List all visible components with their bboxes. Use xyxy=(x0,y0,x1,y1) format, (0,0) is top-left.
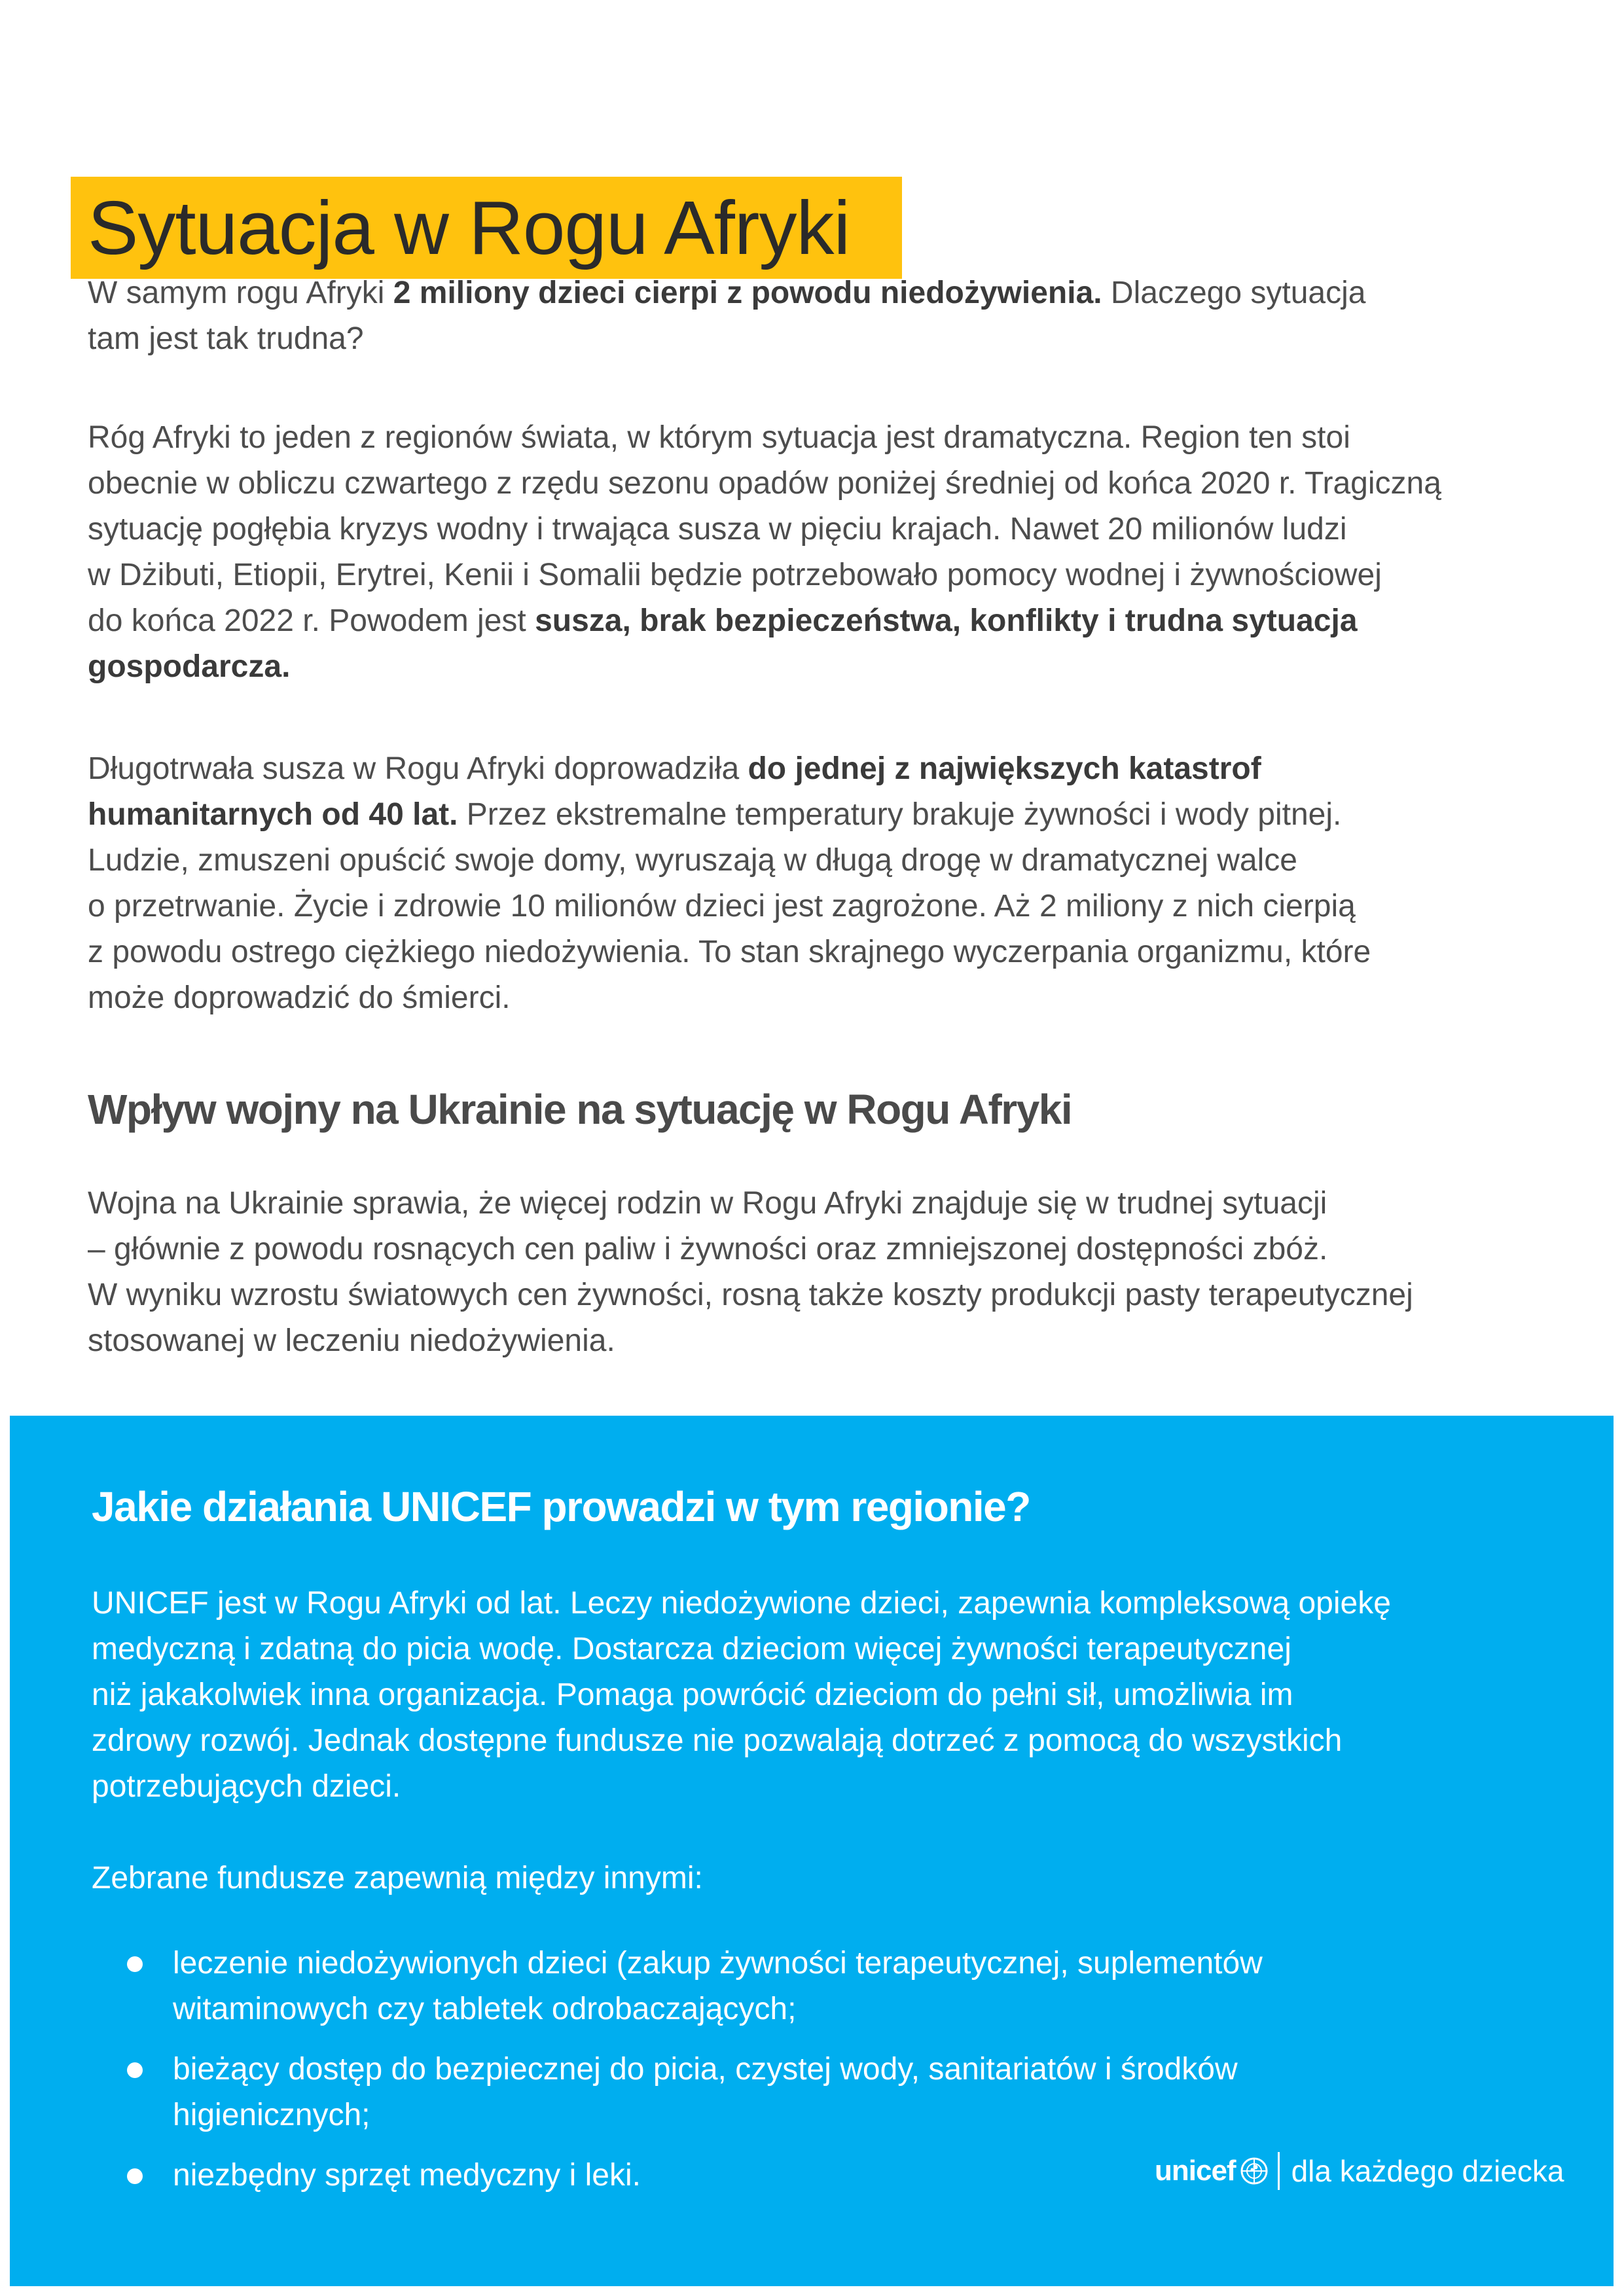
unicef-action-paragraph xyxy=(92,1581,1545,1810)
para2-line-2: obecnie w obliczu czwartego z rzędu sezonu opadów poniżej średniej od końca 2020 r. Tragiczną xyxy=(88,466,1441,501)
list-item xyxy=(92,2047,1532,2138)
unicef-tagline: dla każdego dziecka xyxy=(1291,2154,1564,2188)
horn-situation-paragraph xyxy=(88,415,1541,690)
unicef-wordmark: unicef xyxy=(1155,2155,1236,2187)
intro-text-tail: Dlaczego sytuacja xyxy=(1102,276,1366,310)
ukraine-war-paragraph xyxy=(88,1181,1541,1364)
list-item xyxy=(92,1941,1532,2032)
section2-line-3: W wyniku wzrostu światowych cen żywności, rosną także koszty produkcji pasty terapeutycznej xyxy=(88,1278,1413,1312)
para3-emphasis-end: humanitarnych od 40 lat. xyxy=(88,797,458,832)
para3-line-2 xyxy=(88,792,1541,838)
unicef-line-3: niż jakakolwiek inna organizacja. Pomaga powrócić dzieciom do pełni sił, umożliwia im xyxy=(92,1677,1293,1712)
para2-emphasis: susza, brak bezpieczeństwa, konflikty i trudna sytuacja xyxy=(535,603,1358,638)
bullet-dot-icon xyxy=(127,1956,143,1972)
para2-line-6 xyxy=(88,644,1541,690)
page-title: Sytuacja w Rogu Afryki xyxy=(71,177,902,279)
unicef-action-heading: Jakie działania UNICEF prowadzi w tym regionie? xyxy=(92,1483,1030,1530)
ukraine-war-heading: Wpływ wojny na Ukrainie na sytuację w Rogu Afryki xyxy=(88,1086,1072,1133)
section2-line-2: – głównie z powodu rosnących cen paliw i żywności oraz zmniejszonej dostępności zbóż. xyxy=(88,1232,1328,1266)
funds-intro-line: Zebrane fundusze zapewnią między innymi: xyxy=(92,1861,703,1895)
list-item-line-1: leczenie niedożywionych dzieci (zakup żywności terapeutycznej, suplementów xyxy=(173,1946,1263,1981)
unicef-line-4: zdrowy rozwój. Jednak dostępne fundusze nie pozwalają dotrzeć z pomocą do wszystkich xyxy=(92,1723,1343,1758)
unicef-line-2: medyczną i zdatną do picia wodę. Dostarcza dzieciom więcej żywności terapeutycznej xyxy=(92,1632,1291,1666)
intro-emphasis: 2 miliony dzieci cierpi z powodu niedożywienia. xyxy=(393,276,1102,310)
para3-text-tail: Przez ekstremalne temperatury brakuje żywności i wody pitnej. xyxy=(458,797,1342,832)
drought-paragraph xyxy=(88,746,1541,1021)
intro-line-2: tam jest tak trudna? xyxy=(88,321,364,356)
para3-line-6: może doprowadzić do śmierci. xyxy=(88,980,511,1015)
para3-emphasis: do jednej z największych katastrof xyxy=(748,751,1261,786)
intro-paragraph xyxy=(88,270,1541,362)
para2-line-3: sytuację pogłębia kryzys wodny i trwająca susza w pięciu krajach. Nawet 20 milionów ludzi xyxy=(88,512,1347,547)
section2-line-4: stosowanej w leczeniu niedożywienia. xyxy=(88,1323,615,1358)
para2-text: do końca 2022 r. Powodem jest xyxy=(88,603,535,638)
unicef-line-1: UNICEF jest w Rogu Afryki od lat. Leczy niedożywione dzieci, zapewnia kompleksową opiekę xyxy=(92,1586,1391,1621)
logo-divider xyxy=(1278,2152,1280,2190)
unicef-line-5: potrzebujących dzieci. xyxy=(92,1769,401,1804)
para3-line-1 xyxy=(88,746,1541,792)
para2-emphasis-end: gospodarcza. xyxy=(88,649,291,684)
funds-intro xyxy=(92,1856,1545,1901)
para2-line-1: Róg Afryki to jeden z regionów świata, w którym sytuacja jest dramatyczna. Region ten stoi xyxy=(88,420,1350,455)
para3-line-4: o przetrwanie. Życie i zdrowie 10 milionów dzieci jest zagrożone. Aż 2 miliony z nich cierpią xyxy=(88,889,1356,924)
list-item-line-2: higienicznych; xyxy=(173,2098,370,2132)
list-item-line-2: witaminowych czy tabletek odrobaczających; xyxy=(173,1992,797,2026)
para3-line-5: z powodu ostrego ciężkiego niedożywienia. To stan skrajnego wyczerpania organizmu, które xyxy=(88,935,1371,969)
intro-text: W samym rogu Afryki xyxy=(88,276,393,310)
bullet-dot-icon xyxy=(127,2168,143,2184)
para2-line-4: w Dżibuti, Etiopii, Erytrei, Kenii i Somalii będzie potrzebowało pomocy wodnej i żywnościowej xyxy=(88,558,1382,592)
section2-line-1: Wojna na Ukrainie sprawia, że więcej rodzin w Rogu Afryki znajduje się w trudnej sytuacji xyxy=(88,1186,1327,1221)
para3-line-3: Ludzie, zmuszeni opuścić swoje domy, wyruszają w długą drogę w dramatycznej walce xyxy=(88,843,1297,878)
para2-line-5 xyxy=(88,598,1541,644)
intro-line-1 xyxy=(88,270,1541,316)
unicef-emblem-icon xyxy=(1240,2157,1269,2185)
list-item-line-1: bieżący dostęp do bezpiecznej do picia, czystej wody, sanitariatów i środków xyxy=(173,2052,1238,2087)
bullet-dot-icon xyxy=(127,2062,143,2078)
unicef-logo xyxy=(1155,2148,1564,2194)
para3-text: Długotrwała susza w Rogu Afryki doprowadziła xyxy=(88,751,748,786)
list-item-line-1: niezbędny sprzęt medyczny i leki. xyxy=(173,2158,641,2193)
